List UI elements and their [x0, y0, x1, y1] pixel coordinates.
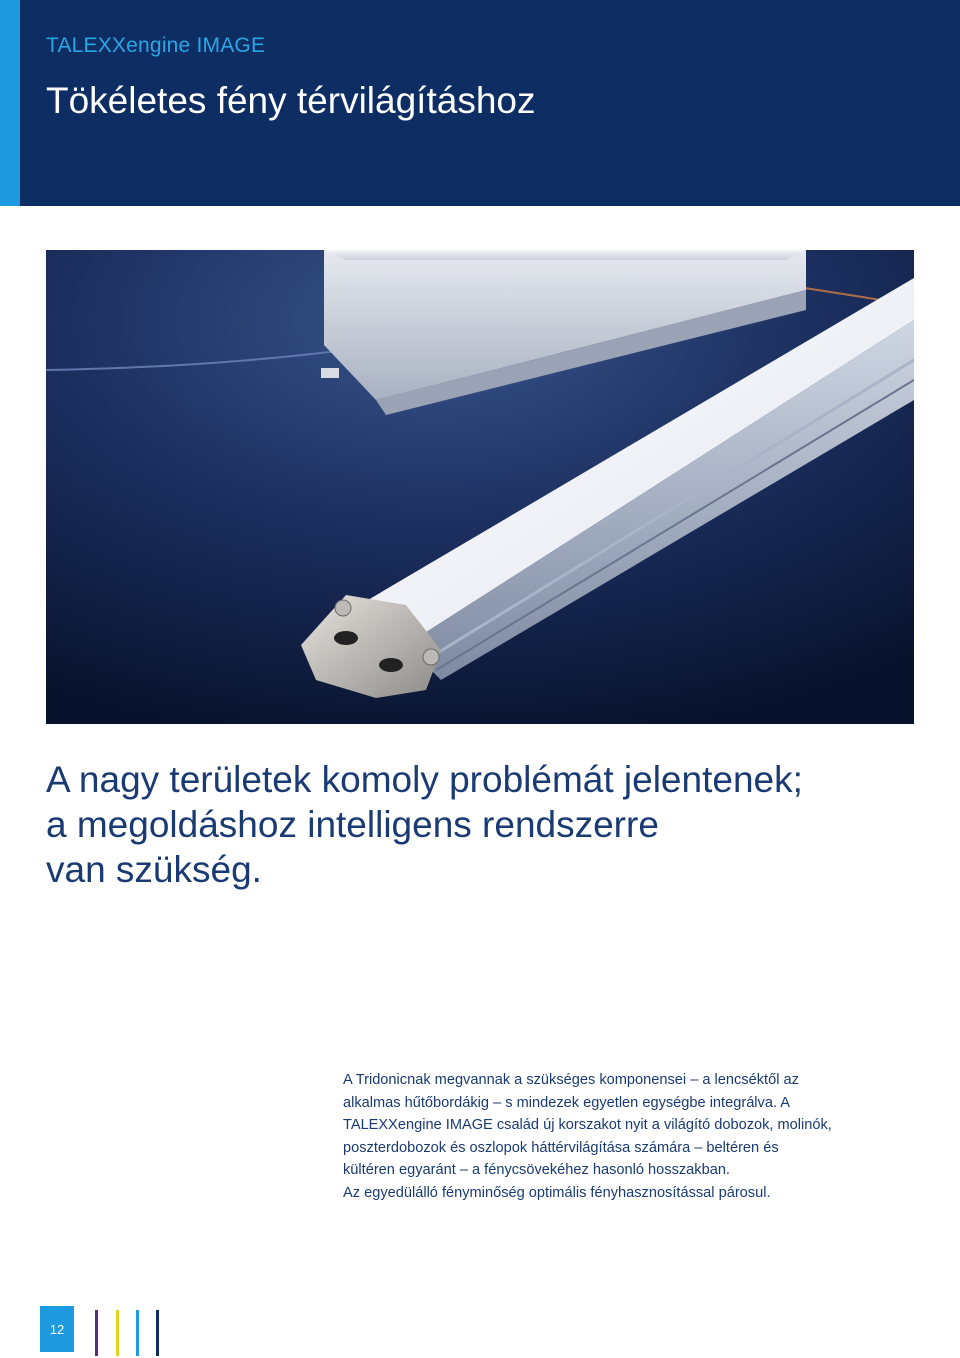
header-accent-stripe: [0, 0, 20, 206]
page-number: 12: [40, 1306, 74, 1352]
body-line: poszterdobozok és oszlopok háttérvilágítása számára – beltéren és: [343, 1139, 779, 1156]
footer-bar-blue: [136, 1310, 139, 1356]
footer-bar-yellow: [116, 1310, 119, 1356]
body-line: A Tridonicnak megvannak a szükséges komponensei – a lencséktől az: [343, 1072, 799, 1088]
body-paragraph: [343, 1069, 903, 1205]
footer-bar-purple: [95, 1310, 98, 1356]
headline: [46, 757, 926, 892]
body-line: kültéren egyaránt – a fénycsövekéhez hasonló hosszakban.: [343, 1162, 730, 1179]
body-line: alkalmas hűtőbordákig – s mindezek egyetlen egységbe integrálva. A: [343, 1094, 791, 1111]
brand-label: TALEXXengine IMAGE: [46, 34, 266, 57]
page-title: Tökéletes fény térvilágításhoz: [46, 80, 536, 121]
product-photo: [46, 250, 914, 724]
body-line: Az egyedülálló fényminőség optimális fényhasznosítással párosul.: [343, 1184, 771, 1201]
headline-line: van szükség.: [46, 849, 262, 890]
headline-line: A nagy területek komoly problémát jelentenek;: [46, 759, 803, 800]
headline-line: a megoldáshoz intelligens rendszerre: [46, 804, 659, 845]
body-line: TALEXXengine IMAGE család új korszakot nyit a világító dobozok, molinók,: [343, 1117, 832, 1134]
footer-bar-navy: [156, 1310, 159, 1356]
header-banner: [0, 0, 960, 206]
